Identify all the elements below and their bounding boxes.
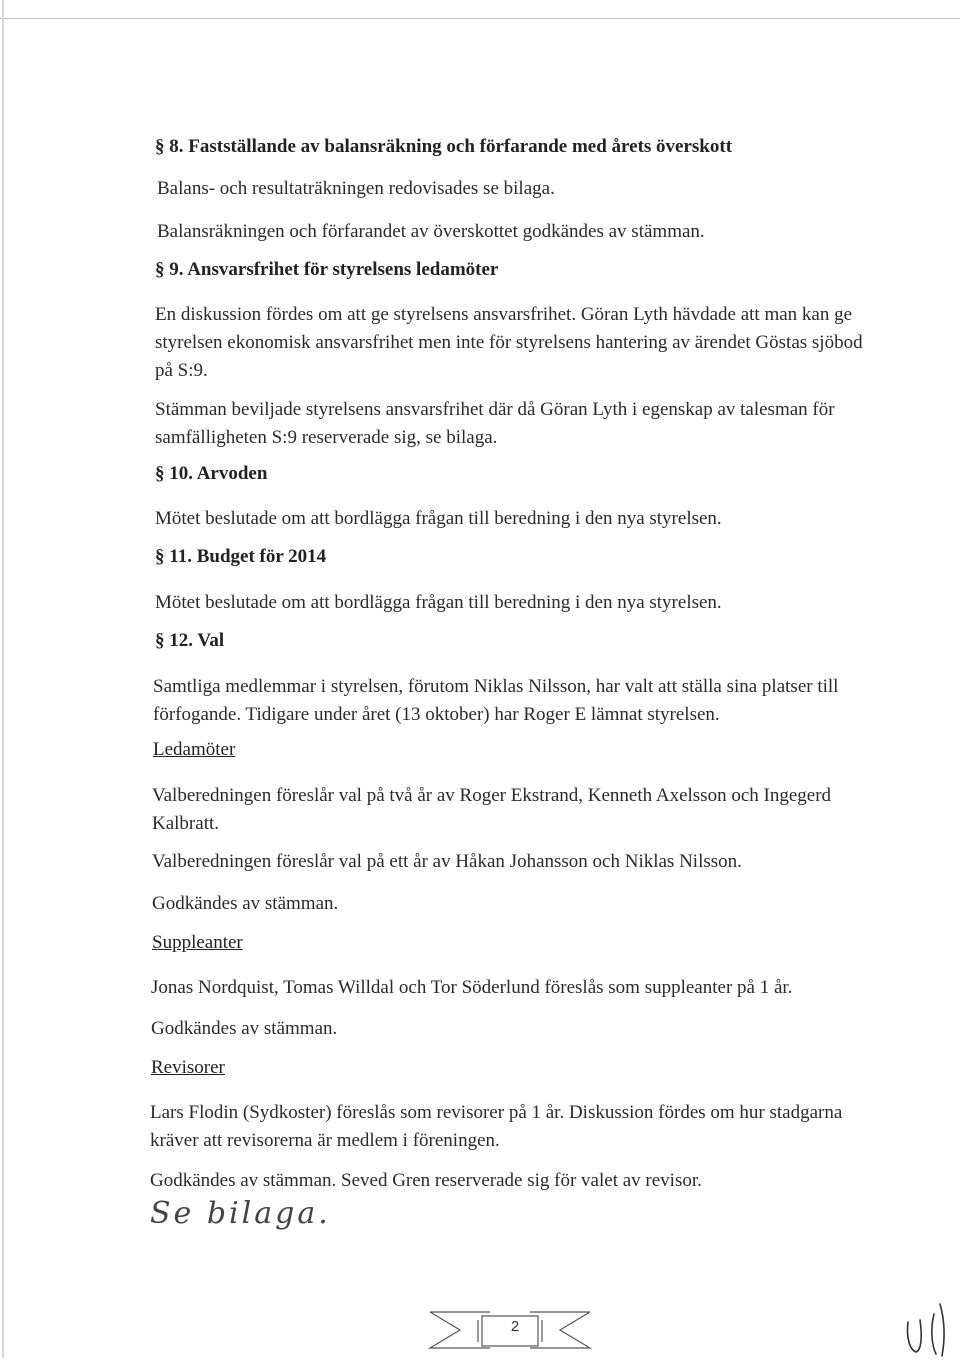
section-12-heading: § 12. Val — [155, 630, 225, 651]
section-10-heading: § 10. Arvoden — [155, 463, 268, 484]
ledamoter-paragraph-1 — [152, 782, 831, 838]
ledamoter-subheading: Ledamöter — [153, 739, 236, 760]
section-8-paragraph-1: Balans- och resultaträkningen redovisades se bilaga. — [157, 178, 555, 199]
text-line: på S:9. — [155, 360, 208, 381]
ledamoter-approval: Godkändes av stämman. — [152, 893, 339, 914]
text-line: Kalbratt. — [152, 813, 220, 834]
section-9-paragraph-2 — [155, 396, 835, 452]
suppleanter-approval: Godkändes av stämman. — [151, 1018, 338, 1039]
suppleanter-subheading: Suppleanter — [152, 932, 243, 953]
text-line: Samtliga medlemmar i styrelsen, förutom Niklas Nilsson, har valt att ställa sina platser till — [153, 676, 839, 697]
text-line: Lars Flodin (Sydkoster) föreslås som revisorer på 1 år. Diskussion fördes om hur stadgarna — [150, 1102, 843, 1123]
section-8-paragraph-2: Balansräkningen och förfarandet av överskottet godkändes av stämman. — [157, 221, 705, 242]
section-9-heading: § 9. Ansvarsfrihet för styrelsens ledamöter — [155, 259, 499, 280]
text-line: kräver att revisorerna är medlem i föreningen. — [150, 1130, 500, 1151]
text-line: styrelsen ekonomisk ansvarsfrihet men inte för styrelsens hantering av ärendet Göstas sjöbod — [155, 332, 863, 353]
revisorer-subheading: Revisorer — [151, 1057, 225, 1078]
section-12-paragraph — [153, 673, 838, 729]
revisorer-approval: Godkändes av stämman. Seved Gren reserverade sig för valet av revisor. — [150, 1170, 702, 1191]
page-number: 2 — [510, 1318, 520, 1335]
ledamoter-paragraph-2: Valberedningen föreslår val på ett år av Håkan Johansson och Niklas Nilsson. — [152, 851, 742, 872]
text-line: En diskussion fördes om att ge styrelsens ansvarsfrihet. Göran Lyth hävdade att man kan ge — [155, 304, 853, 325]
text-line: förfogande. Tidigare under året (13 oktober) har Roger E lämnat styrelsen. — [153, 704, 720, 725]
section-11-paragraph: Mötet beslutade om att bordlägga frågan till beredning i den nya styrelsen. — [155, 592, 722, 613]
section-9-paragraph-1 — [155, 301, 863, 385]
handwritten-initials-signature — [900, 1300, 956, 1358]
text-line: Stämman beviljade styrelsens ansvarsfrihet där då Göran Lyth i egenskap av talesman för — [155, 399, 835, 420]
text-line: Valberedningen föreslår val på två år av Roger Ekstrand, Kenneth Axelsson och Ingegerd — [152, 785, 832, 806]
text-line: samfälligheten S:9 reserverade sig, se bilaga. — [155, 427, 498, 448]
section-8-heading: § 8. Fastställande av balansräkning och förfarande med årets överskott — [155, 136, 733, 157]
revisorer-paragraph — [150, 1099, 842, 1155]
section-10-paragraph: Mötet beslutade om att bordlägga frågan till beredning i den nya styrelsen. — [155, 508, 722, 529]
section-11-heading: § 11. Budget för 2014 — [155, 546, 327, 567]
handwritten-note: Se bilaga. — [150, 1196, 331, 1231]
suppleanter-paragraph: Jonas Nordquist, Tomas Willdal och Tor Söderlund föreslås som suppleanter på 1 år. — [151, 977, 793, 998]
